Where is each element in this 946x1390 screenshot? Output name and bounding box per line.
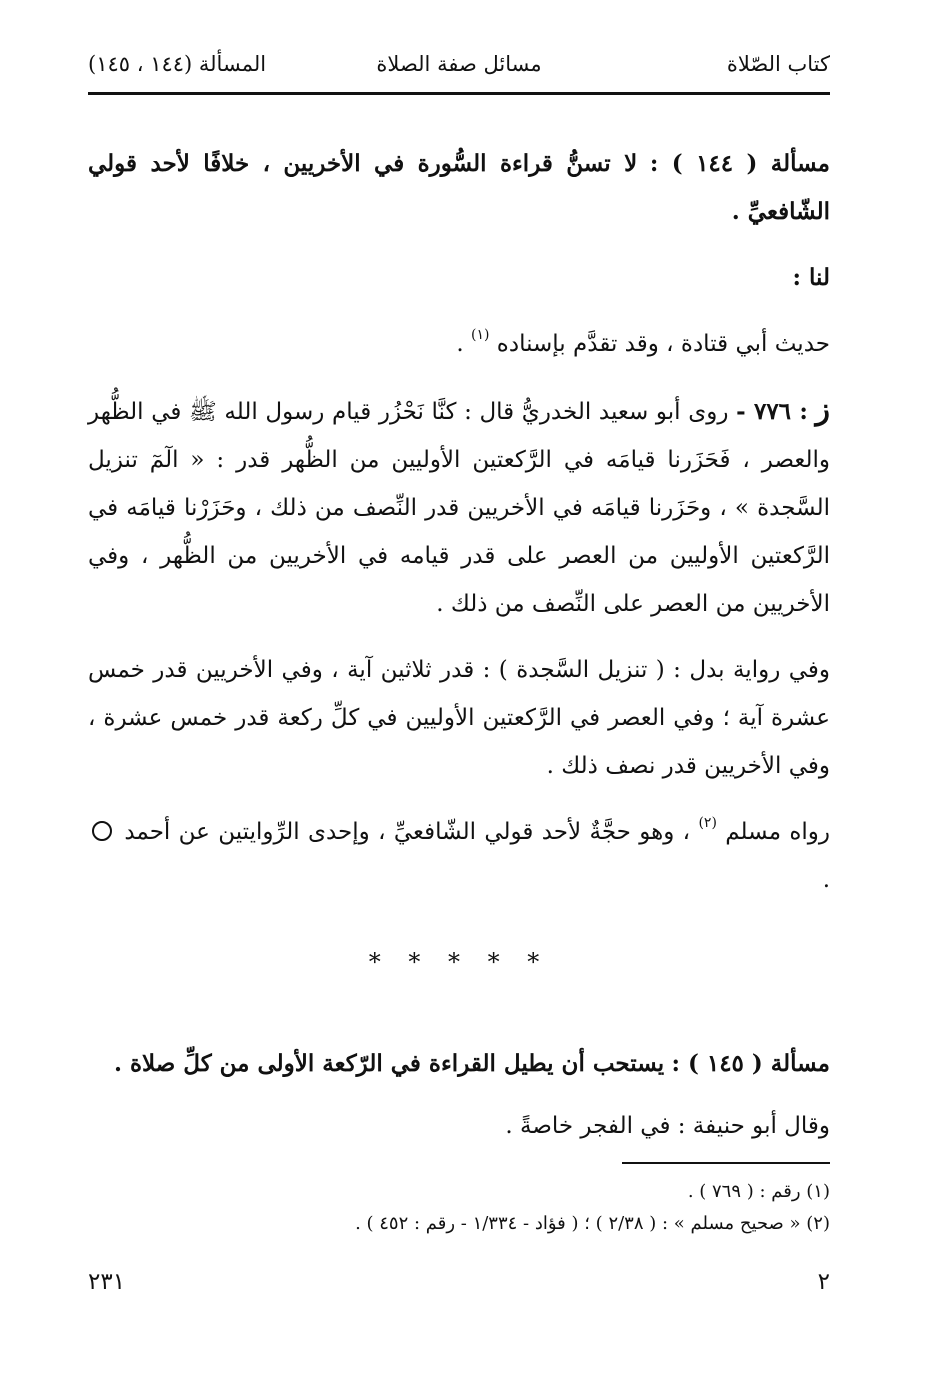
muslim-narration-text-b: ، وهو حجَّةٌ لأحد قولي الشّافعيِّ ، وإحدى الرِّوايتين عن أحمد (124, 819, 691, 845)
alternate-narration-text: وفي رواية بدل : ( تنزيل السَّجدة ) : قدر ثلاثين آية ، وفي الأخريين قدر خمس عشرة آية ؛ وفي العصر في الرَّكعتين الأوليين في كلِّ ركعة قدر خمس عشرة ، وفي الأخريين قدر نصف ذلك . (88, 657, 830, 779)
narration-text: روى أبو سعيد الخدريُّ قال : كنَّا نَحْزُر قيام رسول الله ﷺ في الظُّهر والعصر ، فَحَزَرنا قيامَه في الرَّكعتين الأوليين من الظُّهر قدر : « الٓمٓ تنزيل السَّجدة » ، وحَزَرنا قيامَه في الأخريين قدر النِّصف من ذلك ، وحَزَرْنا قيامَه في الرَّكعتين الأوليين من العصر على قدر قيامه في الأخريين من الظُّهر ، وفي الأخريين من العصر على النِّصف من ذلك . (88, 399, 830, 617)
muslim-narration (88, 808, 830, 904)
end-circle-icon (92, 821, 112, 841)
footnote-2: (٢) « صحيح مسلم » : ( ٢/٣٨ ) ؛ ( فؤاد - ١/٣٣٤ - رقم : ٤٥٢ ) . (355, 1213, 830, 1234)
footnote-rule (622, 1162, 830, 1164)
issue-144-statement: لا تسنُّ قراءة السُّورة في الأخريين ، خلافًا لأحد قولي الشّافعيِّ . (88, 150, 830, 225)
hadith-reference-end: . (456, 331, 464, 357)
header-issues-range: المسألة (١٤٤ ، ١٤٥) (88, 52, 267, 76)
muslim-narration-text-a: رواه مسلم (725, 819, 831, 845)
header-rule (88, 92, 830, 95)
alternate-narration (88, 646, 830, 790)
footnote-mark-2[interactable]: (٢) (698, 815, 717, 831)
narration-number: : ٧٧٦ - (736, 398, 808, 425)
page-footer (88, 1262, 830, 1302)
issue-144 (88, 140, 830, 236)
running-header (88, 44, 830, 84)
main-text (88, 140, 830, 922)
muslim-narration-end: . (822, 867, 830, 893)
abu-hanifa-opinion (88, 1102, 830, 1150)
footnote-mark-1[interactable]: (١) (471, 327, 490, 343)
footnote-1: (١) رقم : ( ٧٦٩ ) . (687, 1181, 830, 1202)
issue-145 (88, 1040, 830, 1088)
proof-intro (88, 254, 830, 302)
narration-776 (88, 386, 830, 628)
hadith-reference (88, 320, 830, 368)
section-separator: * * * * * (368, 948, 550, 976)
proof-intro-label: لنا : (792, 264, 830, 291)
footnotes (88, 1176, 830, 1240)
signature-mark: ٢ (817, 1269, 830, 1295)
hadith-reference-text: حديث أبي قتادة ، وقد تقدَّم بإسناده (496, 331, 830, 357)
page-number: ٢٣١ (88, 1269, 126, 1295)
issue-144-heading: مسألة ( ١٤٤ ) : (649, 150, 830, 177)
issue-145-heading: مسألة ( ١٤٥ ) : (671, 1050, 830, 1077)
issue-145-statement: يستحب أن يطيل القراءة في الرّكعة الأولى من كلِّ صلاة . (113, 1050, 665, 1077)
abu-hanifa-text: وقال أبو حنيفة : في الفجر خاصةً . (505, 1113, 830, 1139)
main-text-continued (88, 1040, 830, 1164)
header-chapter-title: مسائل صفة الصلاة (376, 52, 542, 76)
narration-source-mark: ز (815, 392, 830, 427)
header-book-title: كتاب الصّلاة (726, 52, 830, 76)
